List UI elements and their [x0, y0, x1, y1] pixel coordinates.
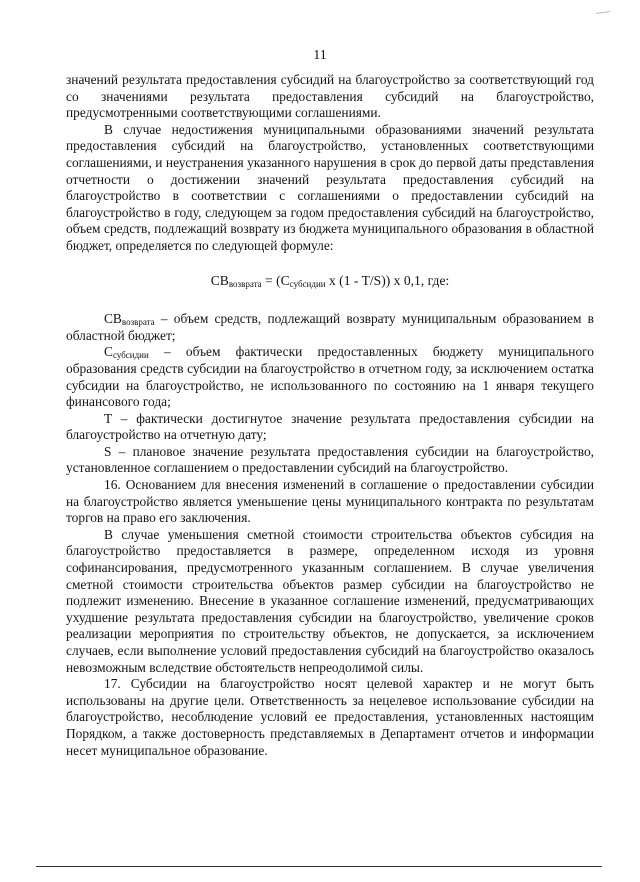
paragraph-non-achievement: В случае недостижения муниципальными образованиями значений результата предоставления субсидий на благоустройство, установленных соответствующими соглашениями, и неустранения указанного нарушения в срок до первой даты представления отчетности о достижении значений результата предоставления субсидий на благоустройство в соответствии с соглашениями о предоставлении субсидий на благоустройство в году, следующем за годом предоставления субсидий на благоустройство, объем средств, подлежащий возврату из бюджета муниципального образования в областной бюджет, определяется по следующей формуле: — [66, 121, 594, 253]
scan-corner-mark — [596, 11, 610, 14]
formula-rest: x (1 - T/S)) x 0,1, где: — [325, 272, 450, 288]
formula-lhs: СВ — [210, 272, 229, 288]
definition-symbol: S — [104, 443, 112, 459]
footer-divider — [36, 866, 602, 867]
definition-text: – плановое значение результата предоставления субсидии на благоустройство, установленное соглашением о предоставлении субсидий на благоустройство. — [66, 443, 594, 476]
definition-sv — [66, 311, 594, 344]
definition-subscript: возврата — [121, 317, 155, 328]
section-16: 16. Основанием для внесения изменений в соглашение о предоставлении субсидии на благоустройство является уменьшение цены муниципального контракта по результатам торгов на право его заключения. — [66, 477, 594, 526]
definition-text: – объем фактически предоставленных бюджету муниципального образования средств субсидии на благоустройство в отчетном году, за исключением остатка субсидии на благоустройство, не использованного по состоянию на 1 января текущего финансового года; — [66, 344, 594, 410]
definition-s — [66, 444, 594, 477]
definition-subscript: субсидии — [112, 350, 149, 361]
section-17: 17. Субсидии на благоустройство носят целевой характер и не могут быть использованы на другие цели. Ответственность за нецелевое использование субсидии на благоустройство, несоблюдение условий ее предоставления, установленных настоящим Порядком, а также достоверность представляемых в Департамент отчетов и информации несет муниципальное образование. — [66, 676, 594, 758]
formula-subsidy-subscript: субсидии — [289, 278, 326, 289]
definition-symbol: С — [104, 344, 113, 360]
definition-symbol: СВ — [104, 311, 122, 327]
definition-t — [66, 411, 594, 444]
definition-c — [66, 344, 594, 410]
document-body — [66, 72, 594, 759]
paragraph-continuation: значений результата предоставления субсидий на благоустройство за соответствующий год со значениями результата предоставления субсидий на благоустройство, предусмотренными соответствующими соглашениями. — [66, 72, 594, 121]
definition-text: – объем средств, подлежащий возврату муниципальным образованием в областной бюджет; — [66, 311, 594, 343]
definition-symbol: T — [104, 410, 112, 426]
section-16-cost-change: В случае уменьшения сметной стоимости строительства объектов субсидия на благоустройство предоставляется в размере, определенном исходя из уровня софинансирования, предусмотренного указанным соглашением. В случае увеличения сметной стоимости строительства объектов размер субсидии на благоустройство не подлежит изменению. Внесение в указанное соглашение изменений, предусматривающих ухудшение результата предоставления субсидии на благоустройство, увеличение сроков реализации мероприятия по строительству объектов, не допускается, за исключением случаев, если выполнение условий предоставления субсидий на благоустройство оказалось невозможным вследствие обстоятельств непреодолимой силы. — [66, 526, 594, 675]
refund-formula — [66, 273, 594, 290]
formula-lhs-subscript: возврата — [228, 278, 262, 289]
definition-text: – фактически достигнутое значение результата предоставления субсидии на благоустройство на отчетную дату; — [66, 410, 594, 443]
page-number: 11 — [313, 48, 327, 63]
formula-mid: = (С — [261, 272, 290, 288]
